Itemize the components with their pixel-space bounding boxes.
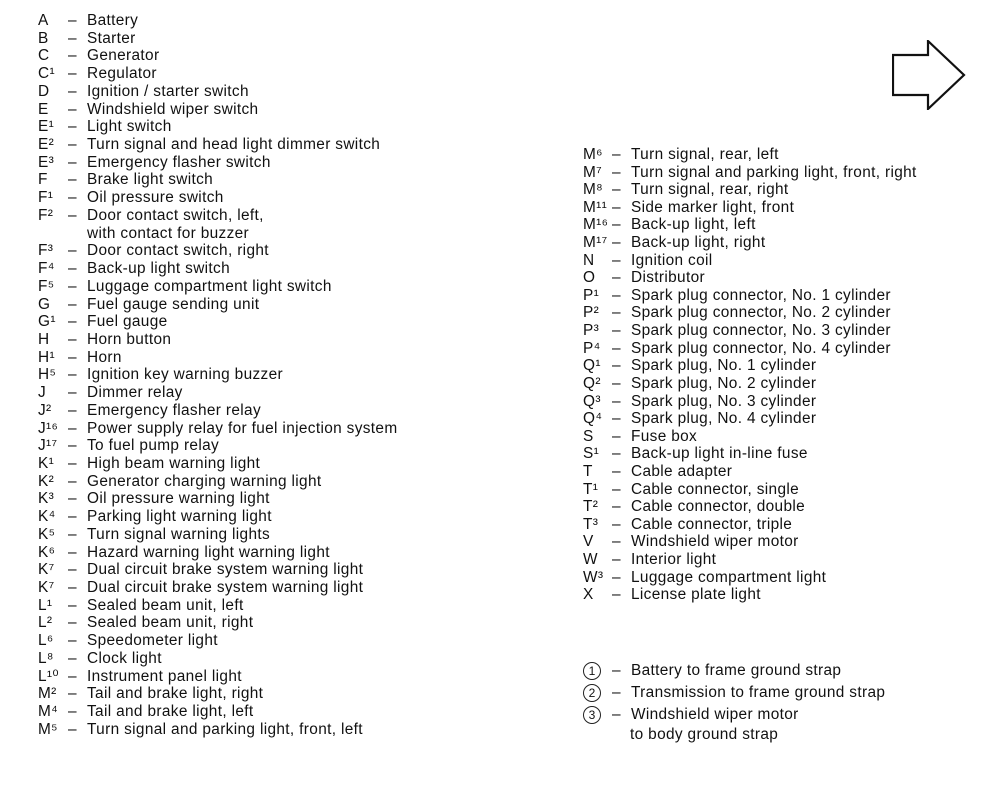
legend-dash: –	[612, 586, 621, 604]
legend-description: Distributor	[631, 269, 705, 287]
legend-description: Turn signal and head light dimmer switch	[87, 136, 381, 154]
legend-item	[38, 171, 398, 189]
legend-item	[38, 366, 398, 384]
legend-dash: –	[612, 269, 621, 287]
legend-code: A	[38, 12, 49, 29]
legend-item	[583, 357, 917, 375]
legend-item	[38, 579, 398, 597]
legend-code: M⁴	[38, 703, 59, 721]
legend-dash: –	[68, 401, 77, 419]
legend-description: Generator	[87, 47, 160, 65]
legend-description: Starter	[87, 29, 136, 47]
legend-dash: –	[68, 543, 77, 561]
legend-code: F⁴	[38, 260, 55, 278]
legend-dash: –	[612, 234, 621, 252]
legend-description: Back-up light, left	[631, 216, 756, 234]
legend-dash: –	[612, 410, 621, 428]
legend-dash: –	[68, 596, 77, 614]
legend-dash: –	[68, 12, 77, 29]
legend-code: C	[38, 47, 50, 65]
legend-description: Back-up light in-line fuse	[631, 445, 808, 463]
legend-dash: –	[68, 685, 77, 703]
legend-dash: –	[612, 198, 621, 216]
ground-strap-item	[583, 682, 885, 704]
legend-description: Emergency flasher relay	[87, 401, 261, 419]
legend-dash: –	[612, 339, 621, 357]
legend-item	[583, 393, 917, 411]
legend-code: P¹	[583, 286, 600, 304]
legend-description: Regulator	[87, 65, 157, 83]
legend-dash: –	[612, 286, 621, 304]
legend-code: J¹⁶	[38, 419, 59, 437]
legend-item	[583, 375, 917, 393]
legend-description: Spark plug, No. 1 cylinder	[631, 357, 817, 375]
legend-description: Battery	[87, 12, 139, 29]
legend-code: H	[38, 330, 50, 348]
legend-item	[38, 420, 398, 438]
legend-description: Generator charging warning light	[87, 472, 322, 490]
legend-dash: –	[612, 480, 621, 498]
legend-description: Oil pressure switch	[87, 189, 224, 207]
ground-strap-description: Windshield wiper motor	[631, 706, 799, 723]
legend-dash: –	[612, 374, 621, 392]
legend-dash: –	[68, 649, 77, 667]
legend-code: P³	[583, 322, 600, 340]
legend-code: J²	[38, 401, 52, 419]
legend-item	[38, 296, 398, 314]
legend-dash: –	[68, 82, 77, 100]
legend-description: License plate light	[631, 586, 761, 604]
legend-item	[583, 516, 917, 534]
legend-item	[583, 445, 917, 463]
legend-description: Cable connector, triple	[631, 515, 793, 533]
legend-item	[38, 154, 398, 172]
legend-code: E¹	[38, 118, 55, 136]
legend-dash: –	[68, 579, 77, 596]
legend-dash: –	[68, 454, 77, 472]
legend-code: H⁵	[38, 366, 57, 384]
legend-description: Turn signal warning lights	[87, 525, 271, 543]
legend-code: G¹	[38, 313, 56, 331]
legend-description: Ignition key warning buzzer	[87, 366, 283, 384]
legend-dash: –	[68, 614, 77, 632]
legend-item	[38, 349, 398, 367]
legend-description: Spark plug, No. 4 cylinder	[631, 410, 817, 428]
legend-code: V	[583, 533, 594, 551]
legend-code: M⁶	[583, 146, 603, 163]
legend-item	[38, 313, 398, 331]
legend-dash: –	[612, 304, 621, 322]
legend-item	[583, 481, 917, 499]
legend-code: Q⁴	[583, 410, 603, 428]
legend-code: K⁴	[38, 508, 56, 526]
legend-description: Cable adapter	[631, 462, 733, 480]
legend-description: Sealed beam unit, right	[87, 614, 254, 632]
legend-item	[583, 199, 917, 217]
legend-code: K²	[38, 472, 55, 490]
legend-description: Spark plug connector, No. 4 cylinder	[631, 339, 891, 357]
legend-item	[38, 685, 398, 703]
ground-strap-description: Transmission to frame ground strap	[631, 684, 886, 701]
legend-dash: –	[612, 498, 621, 516]
legend-code: K⁷	[38, 579, 55, 596]
legend-left-column	[38, 12, 398, 738]
legend-item	[38, 703, 398, 721]
legend-item	[583, 533, 917, 551]
legend-code: W	[583, 551, 598, 569]
legend-dash: –	[68, 260, 77, 278]
legend-description: Power supply relay for fuel injection system	[87, 419, 398, 437]
legend-dash: –	[612, 251, 621, 269]
legend-dash: –	[68, 65, 77, 83]
legend-description: Back-up light switch	[87, 260, 231, 278]
legend-code: J¹⁷	[38, 437, 58, 455]
legend-dash: –	[612, 163, 621, 181]
legend-description: To fuel pump relay	[87, 437, 220, 455]
legend-description: Door contact switch, left,	[87, 206, 264, 224]
legend-description: High beam warning light	[87, 454, 261, 472]
legend-right-column	[583, 146, 917, 604]
legend-item	[583, 164, 917, 182]
legend-item	[38, 65, 398, 83]
legend-description: Oil pressure warning light	[87, 490, 270, 508]
legend-code: E³	[38, 153, 55, 171]
legend-dash: –	[68, 100, 77, 118]
legend-code: L⁶	[38, 632, 54, 650]
legend-dash: –	[68, 136, 77, 154]
legend-code: Q³	[583, 392, 601, 410]
legend-item	[38, 455, 398, 473]
legend-item	[583, 269, 917, 287]
legend-code: F¹	[38, 189, 54, 207]
legend-description: Back-up light, right	[631, 234, 766, 252]
legend-description: Clock light	[87, 649, 162, 667]
legend-dash: –	[68, 472, 77, 490]
legend-dash: –	[68, 295, 77, 313]
legend-code: Q¹	[583, 357, 601, 375]
legend-dash: –	[68, 508, 77, 526]
legend-dash: –	[68, 437, 77, 455]
ground-strap-item	[583, 704, 885, 726]
legend-dash: –	[68, 242, 77, 260]
legend-dash: –	[68, 330, 77, 348]
legend-code: M¹⁷	[583, 234, 608, 252]
legend-code: K⁵	[38, 525, 56, 543]
legend-dash: –	[612, 445, 621, 463]
circled-number: 1	[583, 662, 601, 680]
legend-dash: –	[68, 313, 77, 331]
legend-code: Q²	[583, 374, 601, 392]
legend-code: M⁸	[583, 181, 604, 199]
legend-description: Light switch	[87, 118, 172, 136]
legend-dash: –	[68, 384, 77, 402]
legend-item	[38, 331, 398, 349]
legend-dash: –	[68, 720, 77, 738]
legend-description: Luggage compartment light	[631, 568, 827, 586]
legend-code: X	[583, 586, 594, 604]
legend-code: K³	[38, 490, 55, 508]
legend-item	[583, 181, 917, 199]
legend-item	[38, 508, 398, 526]
legend-item	[38, 561, 398, 579]
legend-code: T¹	[583, 480, 599, 498]
legend-code: O	[583, 269, 596, 287]
legend-item	[38, 189, 398, 207]
legend-item	[38, 83, 398, 101]
legend-description-continued: with contact for buzzer	[87, 224, 250, 242]
legend-code: F⁵	[38, 277, 55, 295]
legend-code: F²	[38, 206, 54, 224]
legend-item	[583, 252, 917, 270]
legend-description: Emergency flasher switch	[87, 153, 271, 171]
legend-code: L⁸	[38, 649, 54, 667]
legend-dash: –	[68, 561, 77, 579]
legend-description: Cable connector, single	[631, 480, 800, 498]
legend-description: Turn signal and parking light, front, left	[87, 720, 363, 738]
legend-code: G	[38, 295, 51, 313]
legend-code: N	[583, 251, 595, 269]
legend-description: Spark plug connector, No. 3 cylinder	[631, 322, 891, 340]
circled-number: 2	[583, 684, 601, 702]
legend-description: Ignition / starter switch	[87, 82, 249, 100]
legend-description: Parking light warning light	[87, 508, 272, 526]
legend-description: Turn signal, rear, right	[631, 181, 789, 199]
legend-description: Cable connector, double	[631, 498, 806, 516]
legend-dash: –	[612, 551, 621, 569]
legend-code: D	[38, 82, 50, 100]
legend-dash: –	[68, 189, 77, 207]
legend-item	[38, 225, 398, 243]
legend-dash: –	[68, 153, 77, 171]
legend-dash: –	[612, 357, 621, 375]
legend-code: M¹¹	[583, 198, 608, 216]
legend-description: Door contact switch, right	[87, 242, 269, 260]
legend-description: Dimmer relay	[87, 384, 183, 402]
legend-item	[38, 721, 398, 739]
legend-code: J	[38, 384, 47, 402]
legend-dash: –	[612, 322, 621, 340]
legend-description: Interior light	[631, 551, 717, 569]
legend-dash: –	[612, 216, 621, 234]
legend-item	[583, 322, 917, 340]
circled-number: 3	[583, 706, 601, 724]
legend-code: L¹⁰	[38, 667, 59, 685]
legend-code: L²	[38, 614, 53, 632]
legend-code: E²	[38, 136, 55, 154]
legend-dash: –	[612, 515, 621, 533]
legend-item	[38, 242, 398, 260]
legend-description: Horn button	[87, 330, 172, 348]
legend-description: Fuse box	[631, 427, 698, 445]
legend-dash: –	[612, 427, 621, 445]
legend-code: C¹	[38, 65, 55, 83]
legend-code: H¹	[38, 348, 55, 366]
legend-description: Fuel gauge	[87, 313, 168, 331]
legend-item	[583, 234, 917, 252]
ground-strap-item	[583, 660, 885, 682]
legend-description: Sealed beam unit, left	[87, 596, 244, 614]
legend-code: P⁴	[583, 339, 601, 357]
legend-item	[38, 47, 398, 65]
legend-dash: –	[68, 348, 77, 366]
legend-dash: –	[612, 181, 621, 199]
legend-description: Dual circuit brake system warning light	[87, 579, 364, 596]
arrow-right-outline-icon[interactable]	[892, 40, 966, 110]
legend-description: Instrument panel light	[87, 667, 242, 685]
legend-description: Hazard warning light warning light	[87, 543, 330, 561]
legend-description: Ignition coil	[631, 251, 713, 269]
legend-description: Fuel gauge sending unit	[87, 295, 260, 313]
legend-code: T³	[583, 515, 599, 533]
legend-dash: –	[612, 392, 621, 410]
legend-dash: –	[68, 667, 77, 685]
legend-description: Tail and brake light, right	[87, 685, 264, 703]
legend-code: W³	[583, 568, 604, 586]
legend-item	[38, 118, 398, 136]
legend-item	[583, 216, 917, 234]
legend-dash: –	[612, 462, 621, 480]
legend-item	[38, 490, 398, 508]
legend-item	[38, 473, 398, 491]
legend-code: K¹	[38, 454, 55, 472]
legend-item	[38, 402, 398, 420]
legend-code: K⁷	[38, 561, 55, 579]
legend-dash: –	[68, 703, 77, 721]
legend-code: K⁶	[38, 543, 56, 561]
legend-item	[38, 650, 398, 668]
legend-dash: –	[68, 632, 77, 650]
legend-code: F	[38, 171, 48, 189]
legend-code: L¹	[38, 596, 53, 614]
legend-description: Windshield wiper motor	[631, 533, 799, 551]
legend-item	[583, 569, 917, 587]
legend-item	[38, 278, 398, 296]
legend-code: M⁵	[38, 720, 58, 738]
legend-description: Dual circuit brake system warning light	[87, 561, 364, 579]
legend-description: Side marker light, front	[631, 198, 795, 216]
legend-dash: –	[68, 490, 77, 508]
ground-strap-list	[583, 660, 885, 744]
legend-item	[583, 304, 917, 322]
legend-item	[38, 526, 398, 544]
legend-description: Turn signal, rear, left	[631, 146, 779, 163]
legend-item	[583, 410, 917, 428]
legend-dash: –	[68, 277, 77, 295]
legend-item	[583, 428, 917, 446]
ground-strap-description: Battery to frame ground strap	[631, 662, 842, 679]
legend-item	[583, 498, 917, 516]
legend-item	[38, 597, 398, 615]
legend-code: P²	[583, 304, 600, 322]
legend-item	[583, 463, 917, 481]
legend-item	[583, 340, 917, 358]
legend-item	[38, 632, 398, 650]
legend-dash: –	[68, 171, 77, 189]
legend-dash: –	[612, 568, 621, 586]
legend-item	[38, 101, 398, 119]
legend-code: S¹	[583, 445, 600, 463]
legend-item	[38, 437, 398, 455]
legend-dash: –	[68, 366, 77, 384]
legend-code: M¹⁶	[583, 216, 609, 234]
legend-item	[38, 12, 398, 30]
legend-dash: –	[612, 146, 621, 163]
legend-item	[583, 551, 917, 569]
ground-strap-description-continued: to body ground strap	[630, 726, 779, 743]
legend-item	[38, 614, 398, 632]
legend-dash: –	[612, 533, 621, 551]
legend-description: Luggage compartment light switch	[87, 277, 332, 295]
legend-code: T²	[583, 498, 599, 516]
legend-code: B	[38, 29, 49, 47]
legend-description: Speedometer light	[87, 632, 218, 650]
legend-dash: –	[612, 684, 621, 701]
legend-description: Brake light switch	[87, 171, 214, 189]
legend-dash: –	[68, 118, 77, 136]
legend-item	[583, 287, 917, 305]
legend-code: S	[583, 427, 594, 445]
legend-dash: –	[612, 662, 621, 679]
legend-description: Windshield wiper switch	[87, 100, 259, 118]
legend-item	[38, 260, 398, 278]
legend-item	[38, 30, 398, 48]
legend-dash: –	[68, 525, 77, 543]
legend-description: Spark plug connector, No. 1 cylinder	[631, 286, 891, 304]
legend-item	[583, 586, 917, 604]
legend-code: M⁷	[583, 163, 603, 181]
legend-item	[38, 207, 398, 225]
legend-dash: –	[68, 206, 77, 224]
legend-code: M²	[38, 685, 57, 703]
legend-dash: –	[68, 419, 77, 437]
legend-description: Spark plug connector, No. 2 cylinder	[631, 304, 891, 322]
legend-item	[583, 146, 917, 164]
legend-description: Spark plug, No. 3 cylinder	[631, 392, 817, 410]
legend-code: E	[38, 100, 49, 118]
legend-item	[38, 136, 398, 154]
legend-code: F³	[38, 242, 54, 260]
legend-item	[38, 384, 398, 402]
legend-description: Horn	[87, 348, 122, 366]
legend-dash: –	[68, 29, 77, 47]
legend-item	[38, 668, 398, 686]
legend-description: Spark plug, No. 2 cylinder	[631, 374, 817, 392]
legend-description: Tail and brake light, left	[87, 703, 254, 721]
legend-code: T	[583, 462, 593, 480]
legend-dash: –	[68, 47, 77, 65]
legend-item	[38, 544, 398, 562]
legend-description: Turn signal and parking light, front, right	[631, 163, 917, 181]
legend-dash: –	[612, 706, 621, 723]
